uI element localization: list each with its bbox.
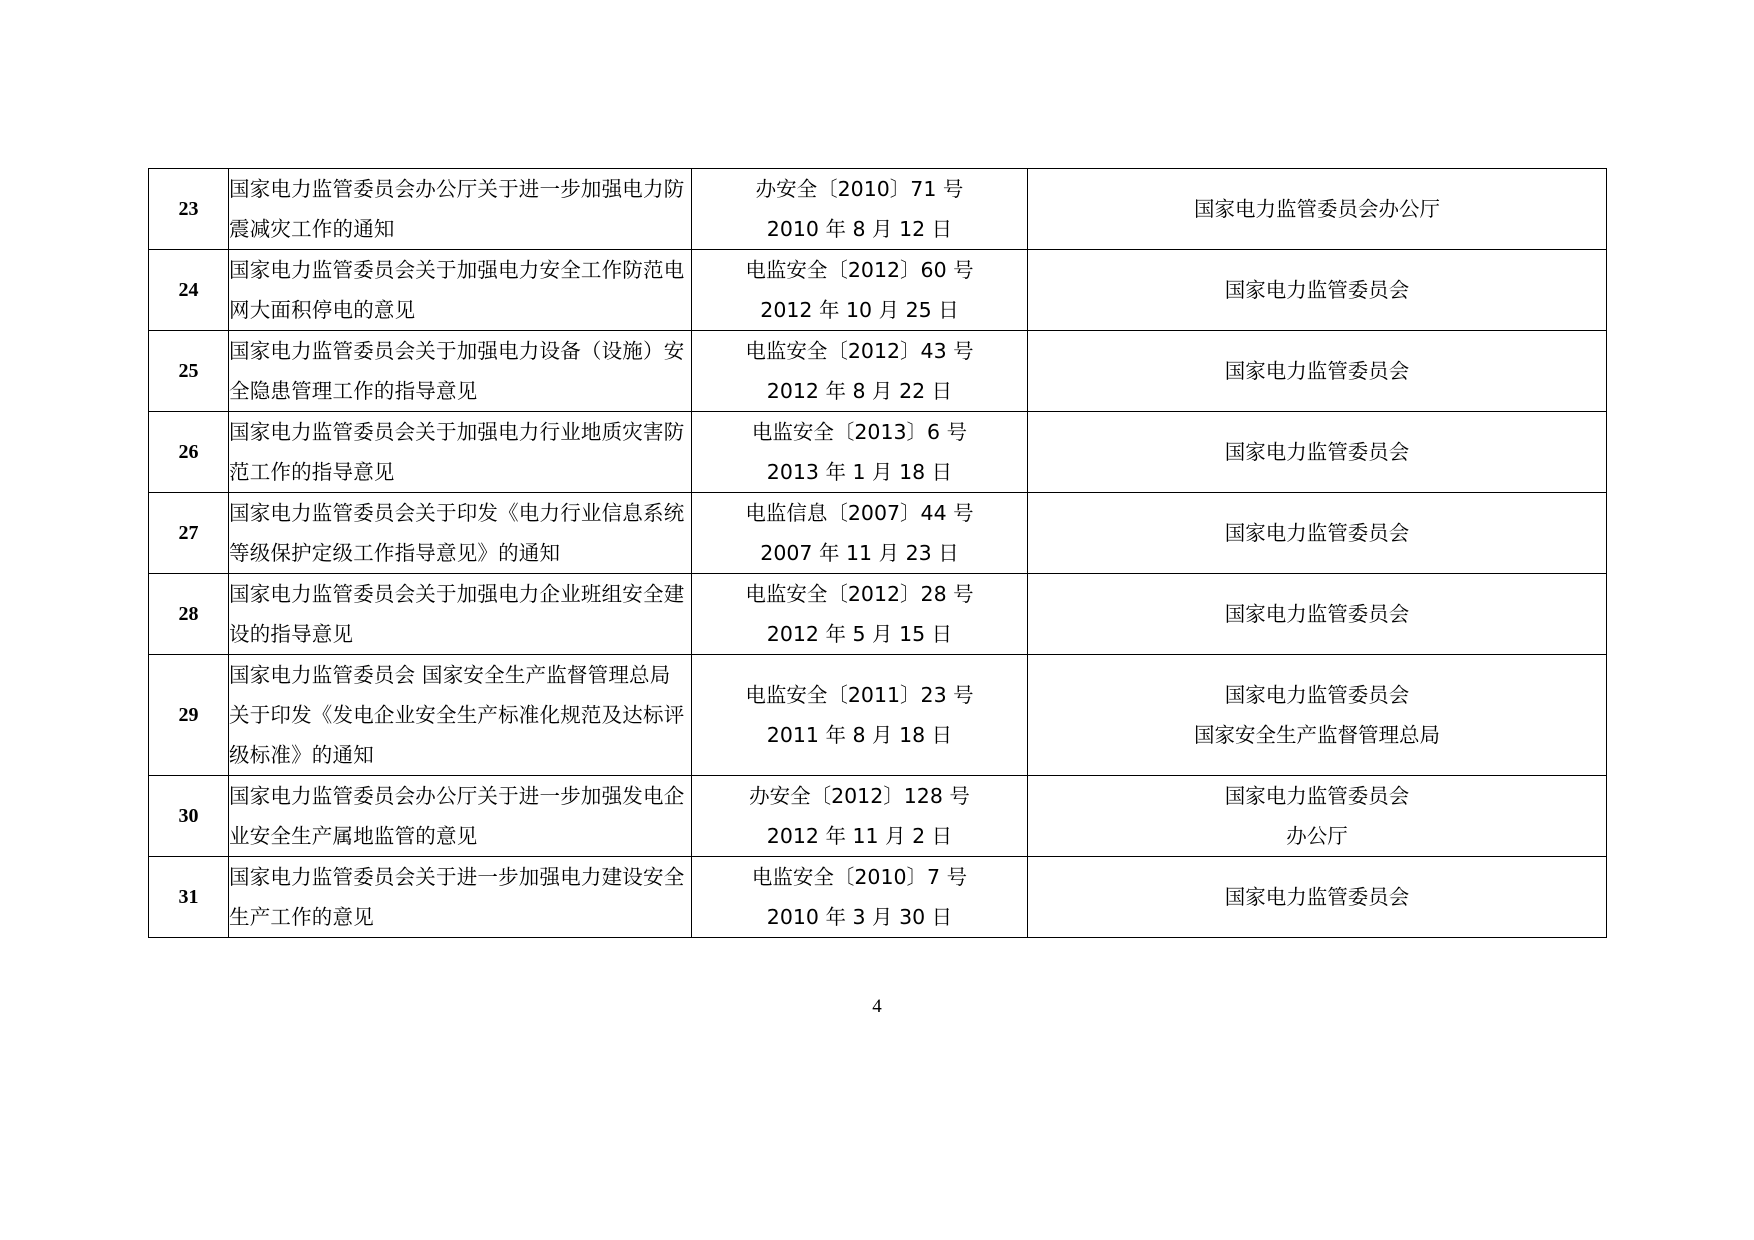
issuing-organization-cell <box>1028 776 1607 857</box>
regulations-table <box>148 168 1607 938</box>
table-row <box>149 169 1607 250</box>
issuing-organization-cell-line: 国家电力监管委员会 <box>1224 784 1410 808</box>
document-title-cell <box>229 412 692 493</box>
issuing-organization-cell-line: 国家电力监管委员会办公厅 <box>1194 197 1440 221</box>
table-row <box>149 574 1607 655</box>
document-title-cell-line: 级标准》的通知 <box>229 743 374 767</box>
table-row <box>149 493 1607 574</box>
document-number-cell-line: 2010 年 8 月 12 日 <box>766 217 953 241</box>
issuing-organization-cell-line: 国家电力监管委员会 <box>1224 683 1410 707</box>
document-number-cell-line: 电监安全〔2012〕43 号 <box>745 339 974 363</box>
document-title-cell-line: 国家电力监管委员会关于加强电力企业班组安全建 <box>229 582 685 606</box>
issuing-organization-cell <box>1028 857 1607 938</box>
document-number-cell-line: 电监安全〔2012〕28 号 <box>745 582 974 606</box>
row-number: 29 <box>149 655 229 776</box>
issuing-organization-cell-line: 国家安全生产监督管理总局 <box>1194 723 1440 747</box>
document-number-cell-line: 2011 年 8 月 18 日 <box>766 723 953 747</box>
document-number-cell <box>692 331 1028 412</box>
issuing-organization-cell-line: 国家电力监管委员会 <box>1224 278 1410 302</box>
document-number-cell-line: 2007 年 11 月 23 日 <box>760 541 959 565</box>
issuing-organization-cell <box>1028 493 1607 574</box>
issuing-organization-cell-line: 国家电力监管委员会 <box>1224 885 1410 909</box>
table-row <box>149 655 1607 776</box>
table-row <box>149 776 1607 857</box>
document-number-cell-line: 2012 年 5 月 15 日 <box>766 622 953 646</box>
document-title-cell-line: 业安全生产属地监管的意见 <box>229 824 478 848</box>
row-number: 27 <box>149 493 229 574</box>
table-row <box>149 331 1607 412</box>
issuing-organization-cell <box>1028 412 1607 493</box>
document-title-cell <box>229 776 692 857</box>
document-title-cell <box>229 493 692 574</box>
document-number-cell-line: 电监安全〔2011〕23 号 <box>745 683 974 707</box>
document-title-cell <box>229 331 692 412</box>
issuing-organization-cell <box>1028 331 1607 412</box>
document-number-cell-line: 电监信息〔2007〕44 号 <box>745 501 974 525</box>
document-title-cell-line: 国家电力监管委员会关于加强电力行业地质灾害防 <box>229 420 685 444</box>
issuing-organization-cell <box>1028 169 1607 250</box>
row-number: 31 <box>149 857 229 938</box>
document-title-cell <box>229 250 692 331</box>
table-row <box>149 857 1607 938</box>
document-title-cell-line: 设的指导意见 <box>229 622 354 646</box>
document-title-cell-line: 范工作的指导意见 <box>229 460 395 484</box>
document-number-cell-line: 电监安全〔2010〕7 号 <box>751 865 968 889</box>
document-number-cell <box>692 412 1028 493</box>
issuing-organization-cell-line: 国家电力监管委员会 <box>1224 359 1410 383</box>
document-number-cell-line: 2013 年 1 月 18 日 <box>766 460 953 484</box>
document-title-cell-line: 生产工作的意见 <box>229 905 374 929</box>
document-number-cell-line: 电监安全〔2013〕6 号 <box>751 420 968 444</box>
issuing-organization-cell-line: 国家电力监管委员会 <box>1224 602 1410 626</box>
document-number-cell-line: 电监安全〔2012〕60 号 <box>745 258 974 282</box>
issuing-organization-cell-line: 国家电力监管委员会 <box>1224 521 1410 545</box>
document-number-cell <box>692 250 1028 331</box>
issuing-organization-cell-line: 办公厅 <box>1286 824 1348 848</box>
document-title-cell-line: 等级保护定级工作指导意见》的通知 <box>229 541 561 565</box>
document-title-cell <box>229 857 692 938</box>
page-number: 4 <box>872 996 882 1017</box>
document-number-cell-line: 2012 年 11 月 2 日 <box>766 824 953 848</box>
document-title-cell-line: 国家电力监管委员会办公厅关于进一步加强电力防 <box>229 177 685 201</box>
document-number-cell-line: 办安全〔2010〕71 号 <box>755 177 964 201</box>
document-title-cell-line: 关于印发《发电企业安全生产标准化规范及达标评 <box>229 703 685 727</box>
document-title-cell-line: 国家电力监管委员会关于进一步加强电力建设安全 <box>229 865 685 889</box>
document-number-cell-line: 2010 年 3 月 30 日 <box>766 905 953 929</box>
row-number: 25 <box>149 331 229 412</box>
document-title-cell-line: 全隐患管理工作的指导意见 <box>229 379 478 403</box>
document-title-cell-line: 国家电力监管委员会 国家安全生产监督管理总局 <box>229 663 671 687</box>
table-body <box>149 169 1607 938</box>
table-row <box>149 412 1607 493</box>
document-title-cell <box>229 169 692 250</box>
issuing-organization-cell-line: 国家电力监管委员会 <box>1224 440 1410 464</box>
document-number-cell <box>692 574 1028 655</box>
document-title-cell-line: 网大面积停电的意见 <box>229 298 416 322</box>
document-number-cell <box>692 169 1028 250</box>
document-title-cell-line: 国家电力监管委员会关于加强电力安全工作防范电 <box>229 258 685 282</box>
row-number: 24 <box>149 250 229 331</box>
document-number-cell <box>692 857 1028 938</box>
document-number-cell-line: 2012 年 10 月 25 日 <box>760 298 959 322</box>
issuing-organization-cell <box>1028 250 1607 331</box>
row-number: 30 <box>149 776 229 857</box>
document-title-cell-line: 国家电力监管委员会关于印发《电力行业信息系统 <box>229 501 685 525</box>
document-title-cell-line: 国家电力监管委员会办公厅关于进一步加强发电企 <box>229 784 685 808</box>
row-number: 23 <box>149 169 229 250</box>
document-title-cell <box>229 574 692 655</box>
document-number-cell <box>692 655 1028 776</box>
row-number: 26 <box>149 412 229 493</box>
document-title-cell-line: 震减灾工作的通知 <box>229 217 395 241</box>
document-number-cell <box>692 493 1028 574</box>
document-title-cell <box>229 655 692 776</box>
issuing-organization-cell <box>1028 655 1607 776</box>
document-number-cell-line: 办安全〔2012〕128 号 <box>749 784 970 808</box>
table-row <box>149 250 1607 331</box>
issuing-organization-cell <box>1028 574 1607 655</box>
document-number-cell <box>692 776 1028 857</box>
row-number: 28 <box>149 574 229 655</box>
document-title-cell-line: 国家电力监管委员会关于加强电力设备（设施）安 <box>229 339 685 363</box>
document-number-cell-line: 2012 年 8 月 22 日 <box>766 379 953 403</box>
